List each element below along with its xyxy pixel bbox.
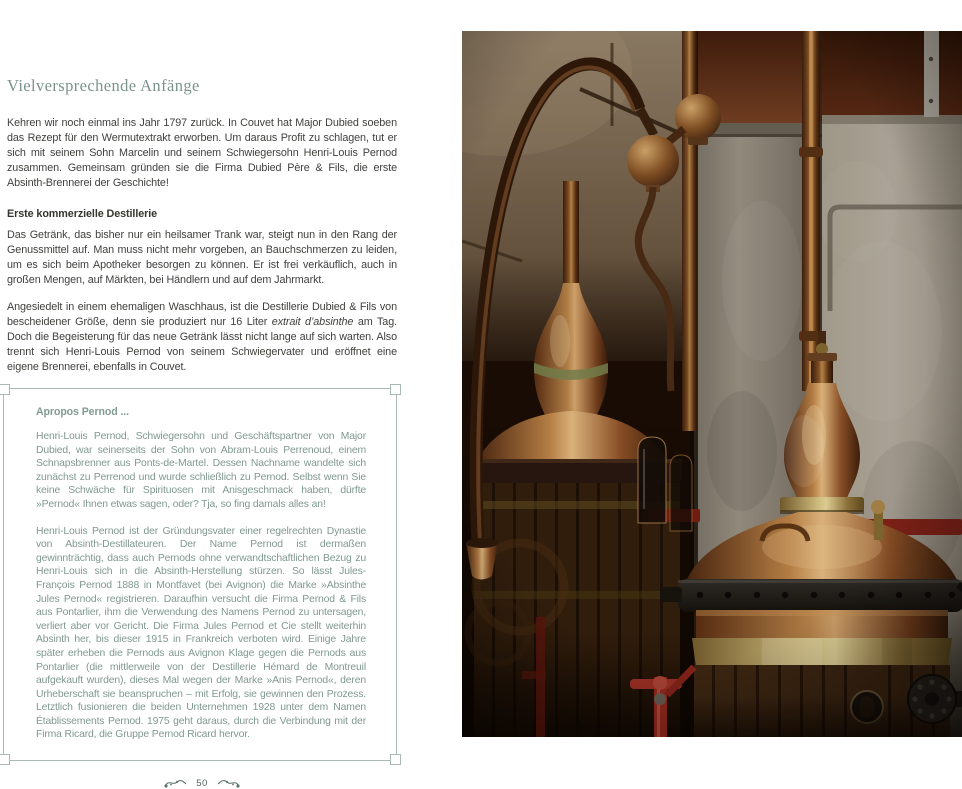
body-paragraph-1: Das Getränk, das bisher nur ein heilsamer Trank war, steigt nun in den Rang der Genussmittel auf. Man muss nicht mehr vorgeben, an Bauchschmerzen zu leiden, um es sich beim Apotheker besorgen zu können. Er ist frei verkäuflich, auch in großen Mengen, auf Märkten, bei Händlern und auf dem Jahrmarkt. [7,229,397,286]
box-corner-ornament [390,384,401,395]
page-number: 50 [196,777,208,789]
paragraph-2-text: Angesiedelt in einem ehemaligen Waschhaus, ist die Destillerie Dubied & Fils von bescheidener Größe, denn sie produziert nur 16 Liter [7,301,397,328]
box-corner-ornament [0,754,10,765]
flourish-left-icon [163,777,187,789]
info-box-paragraph-2: Henri-Louis Pernod ist der Gründungsvater einer regelrechten Dynastie von Absinth-Destillateuren. Der Name Pernod ist dermaßen gewinnträchtig, dass auch Pernods ohne verwandtschaftlichen Bezug zu Henri-Louis sich in die Absinth-Herstellung stürzen. So lässt Jules-François Pernod 1888 in Montfavet (bei Avignon) die Marke »Absinthe Jules Pernod« registrieren. Daraufhin versucht die Firma Pernod & Fils aus Pontarlier, ihm die Verwendung des Namens Pernod zu untersagen, verliert aber vor Gericht. Die Firma Jules Pernod et Cie stellt weiterhin Absinth her, bis dieser 1915 in Frankreich verboten wird. Einige Jahre später erheben die Pernods aus Avignon Klage gegen die Pernods aus Pontarlier (die mittlerweile von der Destillerie Hémard de Montreuil aufgekauft wurden), dieses Mal wegen der Marke »Anis Pernod«, deren Urheberschaft sie beanspruchen – mit Erfolg, sie gewinnen den Prozess. Letztlich fusionieren die beiden Unternehmen 1928 unter dem Namen Établissements Pernod. 1975 geht daraus, durch die Verbindung mit der Firma Ricard, die Gruppe Pernod Ricard hervor. [36,525,366,741]
box-corner-ornament [0,384,10,395]
book-text-page [7,76,397,789]
page-footer [7,777,397,789]
section-subheading: Erste kommerzielle Destillerie [7,208,158,220]
info-box-paragraph-1: Henri-Louis Pernod, Schwiegersohn und Geschäftspartner von Major Dubied, war seinerseits der Sohn von Abram-Louis Perrenoud, einem Schnapsbrenner aus Ponts-de-Martel. Dessen Nachname wandelte sich zunächst zu Perrenod und wurde schließlich zu Pernod. Selbst wenn Sie keine Schwäche für Spirituosen mit Anisgeschmack haben, dürfte »Pernod« Ihnen etwas sagen, oder? Tja, so fing damals alles an! [36,431,366,510]
page-title: Vielversprechende Anfänge [7,76,200,95]
distillery-photo-illustration [462,31,962,737]
paragraph-2-italic-term: extrait d’absinthe [271,316,354,328]
info-box [3,388,397,761]
intro-paragraph: Kehren wir noch einmal ins Jahr 1797 zurück. In Couvet hat Major Dubied soeben das Rezept für den Wermutextrakt erworben. Um daraus Profit zu schlagen, tut er sich mit seinem Sohn Marcelin und seinem Schwiegersohn Henri-Louis Pernod zusammen. Gemeinsam gründen sie die Firma Dubied Père & Fils, die erste Absinth-Brennerei der Geschichte! [7,117,397,189]
box-corner-ornament [390,754,401,765]
distillery-photo [462,31,962,737]
paragraph-2-text-end: am Tag. Doch die Begeisterung für das neue Getränk lässt nicht lange auf sich warten. Also trennt sich Henri-Louis Pernod von seinem Schwiegervater und eröffnet eine eigene Brennerei, ebenfalls in Couvet. [7,316,397,373]
info-box-title: Apropos Pernod ... [36,406,129,418]
body-paragraph-2 [7,300,397,375]
flourish-right-icon [217,777,241,789]
